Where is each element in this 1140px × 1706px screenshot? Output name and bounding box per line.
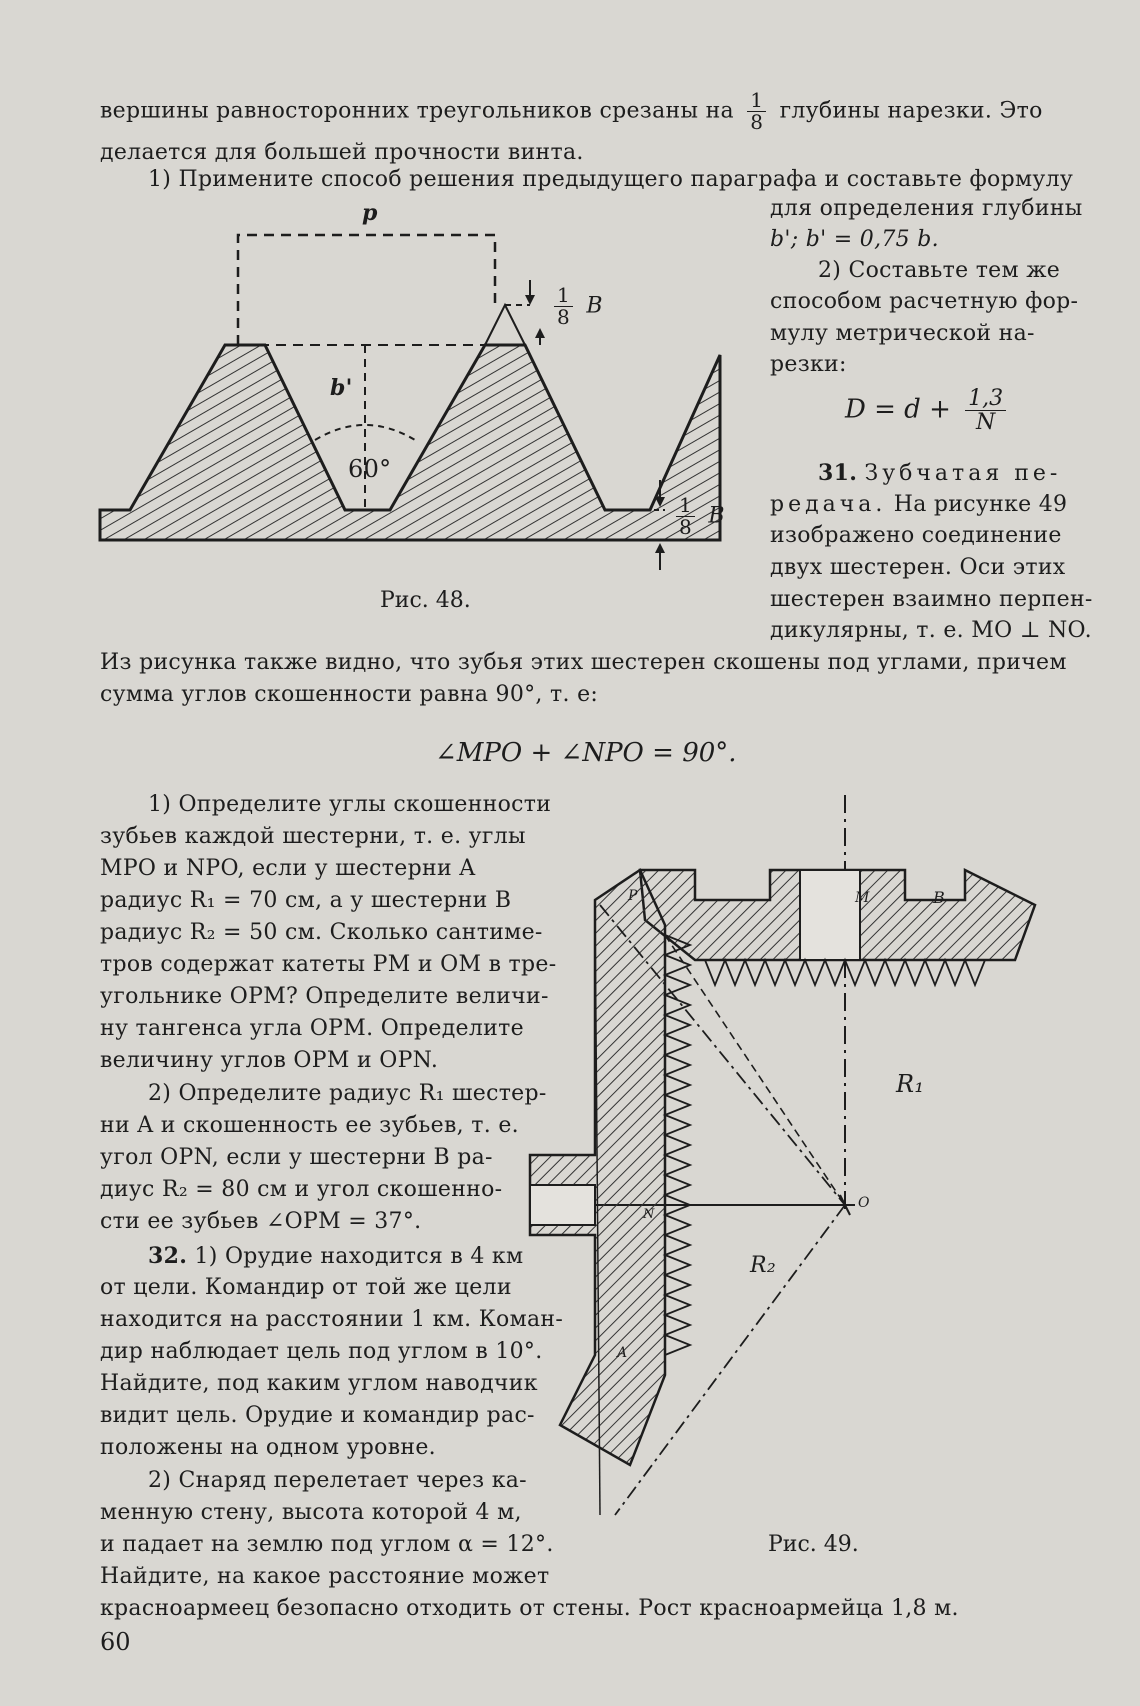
text-line: и падает на землю под углом α = 12°. (100, 1532, 554, 1557)
text-line: сумма углов скошенности равна 90°, т. е: (100, 682, 599, 707)
text-line: радиус R₂ = 50 см. Сколько сантиме- (100, 920, 543, 945)
page-number: 60 (100, 1628, 131, 1656)
text-line: 2) Определите радиус R₁ шестер- (148, 1081, 547, 1106)
figure-48-caption: Рис. 48. (380, 588, 471, 613)
text-line: ну тангенса угла OPM. Определите (100, 1016, 524, 1041)
text-line: 2) Снаряд перелетает через ка- (148, 1468, 527, 1493)
text-line: от цели. Командир от той же цели (100, 1275, 512, 1300)
text-line: делается для большей прочности винта. (100, 140, 584, 165)
text-line: редача. На рисунке 49 (770, 492, 1068, 517)
text-line: 1) Примените способ решения предыдущего параграфа и составьте формулу (148, 167, 1074, 192)
text-line: резки: (770, 352, 847, 377)
text-line: положены на одном уровне. (100, 1435, 436, 1460)
label-p: p (362, 200, 378, 226)
text-line: двух шестерен. Оси этих (770, 555, 1066, 580)
figure-48-thread-profile (100, 195, 720, 585)
text-line: вершины равносторонних треугольников срезаны на $\frac{1}{8}$ глубины нарезки. Это (100, 88, 1043, 134)
label-R2: R₂ (750, 1253, 776, 1278)
label-angle-60: 60° (348, 455, 392, 483)
text-line: диус R₂ = 80 см и угол скошенно- (100, 1177, 503, 1202)
text-line: b'; b' = 0,75 b. (770, 227, 939, 252)
section-31-heading: 31. Зубчатая пе- (818, 460, 1062, 486)
label-R1: R₁ (896, 1070, 925, 1098)
label-fraction-bottom: $\frac{1}{8}$ B (670, 495, 725, 538)
figure-49-bevel-gears (555, 795, 1095, 1535)
label-B: B (933, 888, 946, 907)
text-line: угол OPN, если у шестерни B ра- (100, 1145, 493, 1170)
text-line: Найдите, на какое расстояние может (100, 1564, 550, 1589)
text-line: Найдите, под каким углом наводчик (100, 1371, 538, 1396)
label-M: M (855, 890, 870, 906)
text-line: Из рисунка также видно, что зубья этих шестерен скошены под углами, причем (100, 650, 1067, 675)
text-line: способом расчетную фор- (770, 289, 1079, 314)
text-line: радиус R₁ = 70 см, а у шестерни B (100, 888, 512, 913)
text-line: изображено соединение (770, 523, 1062, 548)
text-line: тров содержат катеты PM и OM в тре- (100, 952, 557, 977)
text-line: угольнике OPM? Определите величи- (100, 984, 549, 1009)
label-O: O (858, 1195, 870, 1211)
text-line: для определения глубины (770, 196, 1083, 221)
text-line: сти ее зубьев ∠OPM = 37°. (100, 1209, 422, 1234)
figure-49-caption: Рис. 49. (768, 1532, 859, 1557)
text-line: находится на расстоянии 1 км. Коман- (100, 1307, 564, 1332)
label-N: N (643, 1207, 655, 1222)
text-line: красноармеец безопасно отходить от стены. Рост красноармейца 1,8 м. (100, 1596, 959, 1621)
formula-metric-thread: D = d + $\frac{1,3}{N}$ (845, 387, 1012, 434)
thread-hatched-profile (100, 345, 720, 540)
text-line: видит цель. Орудие и командир рас- (100, 1403, 535, 1428)
text-line: 2) Составьте тем же (818, 258, 1061, 283)
label-b-prime: b' (330, 375, 353, 401)
text-line: MPO и NPO, если у шестерни A (100, 856, 476, 881)
text-line: ни A и скошенность ее зубьев, т. е. (100, 1113, 519, 1138)
label-P: P (628, 888, 638, 904)
fraction: $\frac{1}{8}$ (747, 90, 766, 133)
text-line: дир наблюдает цель под углом в 10°. (100, 1339, 543, 1364)
text-line: величину углов OPM и OPN. (100, 1048, 439, 1073)
text-line: шестерен взаимно перпен- (770, 587, 1093, 612)
formula-angle-sum: ∠MPO + ∠NPO = 90°. (435, 738, 737, 768)
text-line: мулу метрической на- (770, 321, 1035, 346)
label-A: A (617, 1345, 628, 1361)
text-line: 1) Определите углы скошенности (148, 792, 552, 817)
text-line: дикулярны, т. е. MO ⊥ NO. (770, 618, 1092, 643)
section-32-heading: 32. 1) Орудие находится в 4 км (148, 1243, 524, 1269)
label-fraction-top: $\frac{1}{8}$ B (548, 285, 603, 328)
text-line: зубьев каждой шестерни, т. е. углы (100, 824, 526, 849)
pitch-dashed-outline (238, 235, 495, 345)
text-line: менную стену, высота которой 4 м, (100, 1500, 522, 1525)
